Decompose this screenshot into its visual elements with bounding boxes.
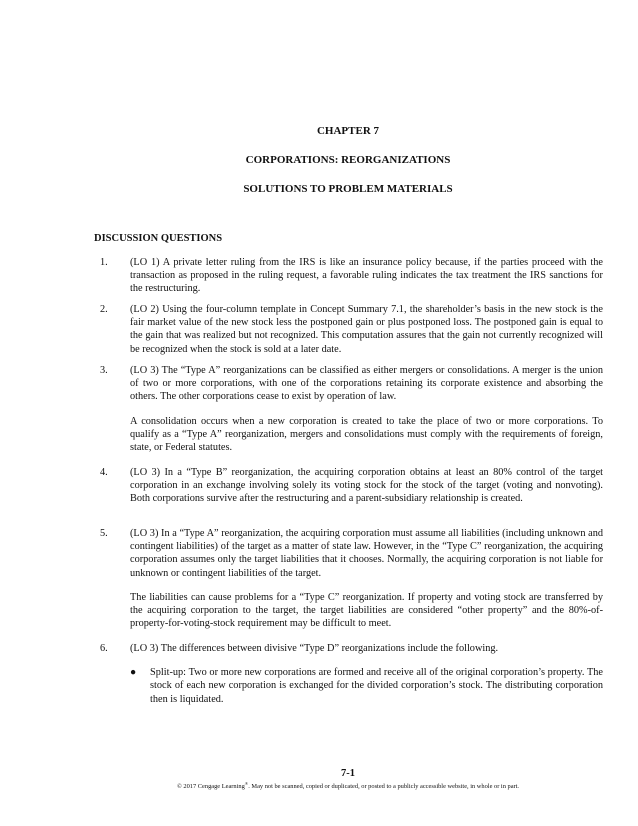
- question-body: [130, 256, 603, 296]
- question-paragraph: A consolidation occurs when a new corporation is created to take the place of two or more corporations. To qualify as a “Type A” reorganization, mergers and consolidations must comply with the requirements of foreign, state, or Federal statutes.: [130, 415, 603, 454]
- bullet-icon: ●: [130, 667, 137, 679]
- solutions-heading: SOLUTIONS TO PROBLEM MATERIALS: [243, 183, 453, 195]
- question-2: [94, 303, 603, 356]
- question-paragraph: (LO 3) The “Type A” reorganizations can be classified as either mergers or consolidations. A merger is the union of two or more corporations, with one of the corporations retaining its corporate existence and absorbing the others. The other corporations cease to exist by operation of law.: [130, 365, 603, 403]
- question-paragraph: (LO 1) A private letter ruling from the IRS is like an insurance policy because, if the parties proceed with the transaction as proposed in the ruling request, a favorable ruling indicates the tax treatment the IRS sanctions for the restructuring.: [130, 257, 603, 295]
- question-number: 2.: [100, 304, 108, 315]
- question-5: [94, 527, 603, 630]
- copyright-prefix: © 2017 Cengage Learning: [176, 783, 245, 791]
- question-paragraph: (LO 3) In a “Type B” reorganization, the acquiring corporation obtains at least an 80% control of the target corporation in an exchange involving solely its voting stock for the stock of the target (voting and nonvoting). Both corporations survive after the restructuring and a parent-subsidiary relationship is created.: [130, 467, 603, 505]
- question-number: 6.: [100, 643, 108, 654]
- question-body: [130, 303, 603, 356]
- registered-mark: ®: [244, 781, 249, 786]
- copyright-suffix: . May not be scanned, copied or duplicated, or posted to a publicly accessible website, in whole or in part.: [248, 783, 520, 791]
- question-number: 1.: [100, 257, 108, 268]
- question-body: [130, 642, 603, 706]
- question-1: [94, 256, 603, 296]
- question-paragraph: (LO 3) The differences between divisive “Type D” reorganizations include the following.: [130, 643, 499, 654]
- bullet-item: [130, 666, 603, 706]
- chapter-heading: CHAPTER 7: [316, 125, 380, 137]
- question-number: 4.: [100, 467, 108, 478]
- question-body: [130, 364, 603, 454]
- chapter-subtitle: CORPORATIONS: REORGANIZATIONS: [245, 154, 451, 166]
- question-6: [94, 642, 603, 706]
- copyright-footer: [0, 781, 638, 790]
- question-body: [130, 466, 603, 506]
- question-paragraph: The liabilities can cause problems for a “Type C” reorganization. If property and voting stock are transferred by the acquiring corporation to the target, the target liabilities are considered “other property” and the 80%-of-property-for-voting-stock requirement may be difficult to meet.: [130, 591, 603, 630]
- question-number: 5.: [100, 528, 108, 539]
- section-title: DISCUSSION QUESTIONS: [94, 233, 223, 244]
- question-paragraph: (LO 2) Using the four-column template in Concept Summary 7.1, the shareholder’s basis in the new stock is the fair market value of the new stock less the postponed gain or plus postponed loss. The postponed gain is equal to the gain that was realized but not recognized. This computation assures that the gain not currently recognized will be recognized when the stock is sold at a later date.: [130, 304, 603, 355]
- question-body: [130, 527, 603, 630]
- question-paragraph: (LO 3) In a “Type A” reorganization, the acquiring corporation must assume all liabilities (including unknown and contingent liabilities) of the target as a matter of state law. However, in the “Type C” reorganization, the acquiring corporation assumes only the target liabilities that it chooses. Normally, the acquiring corporation is not liable for unknown or contingent liabilities of the target.: [130, 528, 603, 579]
- bullet-text: Split-up: Two or more new corporations are formed and receive all of the original corporation’s property. The stock of each new corporation is exchanged for the divided corporation’s stock. The distributing corporation then is liquidated.: [150, 667, 603, 705]
- page-number: 7-1: [341, 768, 355, 779]
- question-3: [94, 364, 603, 454]
- question-number: 3.: [100, 365, 108, 376]
- question-4: [94, 466, 603, 506]
